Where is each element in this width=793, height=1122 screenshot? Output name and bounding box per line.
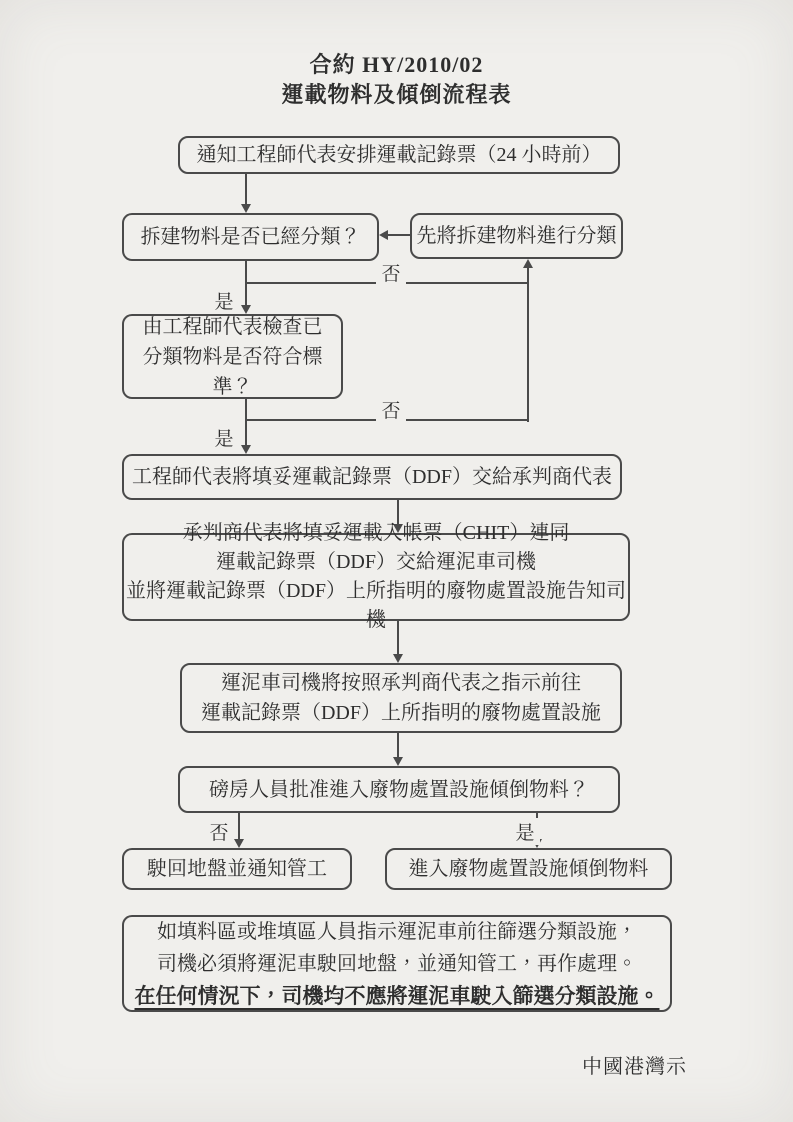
footer-company-text: 中國港灣示	[582, 1056, 687, 1078]
note-box-line3-warning: 在任何情況下，司機均不應將運泥車駛入篩選分類設施。	[134, 983, 660, 1008]
document-title-line2: 運載物料及傾倒流程表	[281, 82, 512, 107]
arrowhead-left-into-sortedq	[379, 230, 388, 240]
flow-box-sort-first	[410, 213, 623, 259]
flow-box-notify-engineer	[178, 136, 620, 174]
arrowhead-down-into-sortedq	[241, 204, 251, 213]
flow-box-engineer-check-line2: 分類物料是否符合標準？	[142, 345, 323, 398]
flow-box-driver-proceed	[180, 663, 622, 733]
flow-box-question-materials-sorted-text: 拆建物料是否已經分類？	[140, 226, 361, 248]
connector-chit-to-driver-line	[397, 621, 399, 655]
arrowhead-down-into-ddfhandover	[241, 445, 251, 454]
branch-label-no-3: 否	[204, 818, 234, 845]
connector-sortfirst-to-sortedq-line	[388, 234, 410, 236]
branch-label-no-2: 否	[376, 396, 406, 423]
flow-box-engineer-check	[122, 314, 343, 399]
note-box-line2: 司機必須將運泥車駛回地盤，並通知管工，再作處理。	[157, 952, 637, 975]
flow-box-sort-first-text: 先將拆建物料進行分類	[416, 225, 617, 247]
document-title-line1: 合約 HY/2010/02	[309, 52, 484, 77]
flow-box-chit-ddf-driver-line2: 運載記錄票（DDF）交給運泥車司機	[215, 551, 536, 573]
flow-box-question-materials-sorted	[122, 213, 379, 261]
flow-box-enter-facility-text: 進入廢物處置設施傾倒物料	[408, 858, 649, 880]
note-box	[122, 915, 672, 1012]
flow-box-chit-ddf-driver-line3: 並將運載記錄票（DDF）上所指明的廢物處置設施告知司機	[125, 580, 626, 631]
flow-box-return-site	[122, 848, 352, 890]
flow-box-ddf-handover-text: 工程師代表將填妥運載記錄票（DDF）交給承判商代表	[131, 466, 612, 488]
branch-label-yes-3: 是	[510, 818, 540, 845]
connector-driver-to-weighbridge-line	[397, 733, 399, 758]
note-box-line1: 如填料區或堆填區人員指示運泥車前往篩選分類設施，	[157, 920, 637, 943]
flow-box-enter-facility	[385, 848, 672, 890]
arrowhead-down-into-weighbridge	[393, 757, 403, 766]
flow-box-ddf-handover	[122, 454, 622, 500]
connector-engineercheck-down-line	[245, 399, 247, 445]
arrowhead-down-into-returnsite	[234, 839, 244, 848]
flow-box-chit-ddf-driver-line1: 承判商代表將填妥運載入帳票（CHIT）連同	[182, 522, 570, 544]
branch-label-yes-1: 是	[209, 287, 239, 314]
flow-box-engineer-check-line1: 由工程師代表檢查已	[142, 315, 323, 338]
flow-box-question-weighbridge-approval-text: 磅房人員批准進入廢物處置設施傾倒物料？	[209, 778, 589, 801]
flow-box-chit-ddf-driver	[122, 522, 630, 631]
flow-box-notify-engineer-text: 通知工程師代表安排運載記錄票（24 小時前）	[196, 144, 602, 166]
flow-box-driver-proceed-line1: 運泥車司機將按照承判商代表之指示前往	[221, 672, 581, 694]
branch-label-yes-2: 是	[209, 424, 239, 451]
branch-label-no-1: 否	[376, 259, 406, 286]
arrowhead-up-into-sortfirst	[523, 259, 533, 268]
arrowhead-down-into-driver	[393, 654, 403, 663]
connector-notify-to-sortedq-line	[245, 174, 247, 205]
connector-weighbridge-no-line	[238, 813, 240, 840]
flow-box-driver-proceed-line2: 運載記錄票（DDF）上所指明的廢物處置設施	[200, 702, 601, 724]
flow-box-return-site-text: 駛回地盤並通知管工	[147, 858, 327, 880]
flow-box-question-weighbridge-approval	[178, 766, 620, 813]
connector-feedback-vertical-line	[527, 266, 529, 422]
